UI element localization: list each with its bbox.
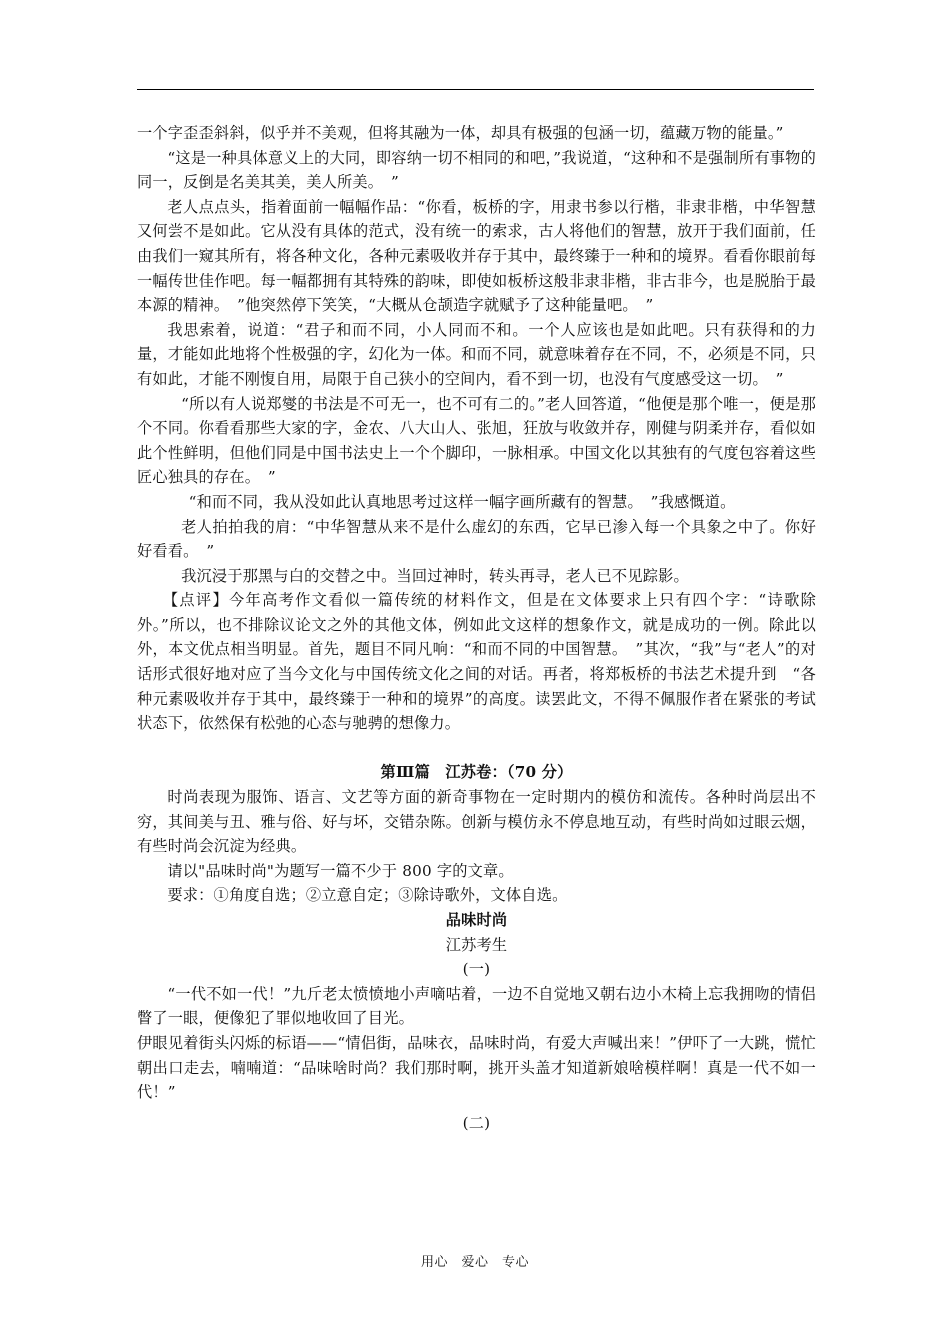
prompt-paragraph: 请以"品味时尚"为题写一篇不少于 800 字的文章。 <box>167 861 514 880</box>
essay-paragraph: 伊眼见着街头闪烁的标语——“情侣街，品味衣，品味时尚，有爱大声喊出来！”伊吓了一大跳，慌忙朝出口走去，喃喃道：“品味啥时尚？我们那时啊，挑开头盖才知道新娘啥模样啊！真是一代不如一代！” <box>137 1033 816 1102</box>
section-title: 第Ⅲ篇 江苏卷：（70 分） <box>380 763 573 782</box>
paragraph: “和而不同，我从没如此认真地思考过这样一幅字画所藏有的智慧。 ”我感慨道。 <box>188 492 736 511</box>
paragraph: 我思索着，说道：“君子和而不同，小人同而不和。一个人应该也是如此吧。只有获得和的力量，才能如此地将个性极强的字，幻化为一体。和而不同，就意味着存在不同，不，必须是不同，只有如此，才能不刚愎自用，局限于自己狭小的空间内，看不到一切，也没有气度感受这一切。 ” <box>137 320 816 388</box>
essay-title: 品味时尚 <box>445 911 508 929</box>
essay-paragraph: “一代不如一代！”九斤老太愤愤地小声嘀咕着，一边不自觉地又朝右边小木椅上忘我拥吻的情侣瞥了一眼，便像犯了罪似地收回了目光。 <box>137 984 816 1028</box>
paragraph: 我沉浸于那黑与白的交替之中。当回过神时，转头再寻，老人已不见踪影。 <box>181 566 689 585</box>
essay-author: 江苏考生 <box>445 935 508 954</box>
paragraph: 老人点点头，指着面前一幅幅作品：“你看，板桥的字，用隶书参以行楷，非隶非楷，中华智慧又何尝不是如此。它从没有具体的范式，没有统一的索求，古人将他们的智慧，放开于我们面前，任由我们一窥其所有，将各种文化，各种元素吸收并存于其中，最终臻于一种和的境界。看看你眼前每一幅传世佳作吧。每一幅都拥有其特殊的韵味，即使如板桥这般非隶非楷，非古非今，也是脱胎于最本源的精神。 ”他突然停下笑笑，“大概从仓颉造字就赋予了这种能量吧。 ” <box>137 197 816 315</box>
prompt-paragraph: 时尚表现为服饰、语言、文艺等方面的新奇事物在一定时期内的模仿和流传。各种时尚层出不穷，其间美与丑、雅与俗、好与坏，交错杂陈。创新与模仿永不停息地互动，有些时尚如过眼云烟，有些时尚会沉淀为经典。 <box>137 788 816 856</box>
paragraph: 老人拍拍我的肩：“中华智慧从来不是什么虚幻的东西，它早已渗入每一个具象之中了。你好好看看。 ” <box>137 517 816 561</box>
prompt-requirements: 要求：①角度自选；②立意自定；③除诗歌外，文体自选。 <box>167 886 568 905</box>
paragraph: 一个字歪歪斜斜，似乎并不美观，但将其融为一体，却具有极强的包涵一切，蕴藏万物的能量。” <box>137 124 784 142</box>
page-content <box>137 121 816 1135</box>
part-heading: (一) <box>462 960 491 979</box>
paragraph: “这是一种具体意义上的大同，即容纳一切不相同的和吧，”我说道，“这种和不是强制所有事物的同一，反倒是名美其美，美人所美。 ” <box>137 148 816 192</box>
page-footer: 用心 爱心 专心 <box>420 1255 529 1270</box>
spacer <box>137 736 816 761</box>
header-rule <box>137 89 814 90</box>
part-heading: (二) <box>462 1113 491 1132</box>
commentary-paragraph: 【点评】今年高考作文看似一篇传统的材料作文，但是在文体要求上只有四个字：“诗歌除外。”所以，也不排除议论文之外的其他文体，例如此文这样的想象作文，就是成功的一例。除此以外，本文优点相当明显。首先，题目不同凡响：“和而不同的中国智慧。 ”其次，“我”与“老人”的对话形式很好地对应了当今文化与中国传统文化之间的对话。再者，将郑板桥的书法艺术提升到 “各种元素吸收并存于其中，最终臻于一种和的境界”的高度。读罢此文，不得不佩服作者在紧张的考试状态下，依然保有松弛的心态与驰骋的想像力。 <box>137 591 816 733</box>
paragraph: “所以有人说郑燮的书法是不可无一，也不可有二的。”老人回答道，“他便是那个唯一，便是那个不同。你看看那些大家的字，金农、八大山人、张旭，狂放与收敛并存，刚健与阴柔并存，看似如此个性鲜明，但他们同是中国书法史上一个个脚印，一脉相承。中国文化以其独有的气度包容着这些匠心独具的存在。 ” <box>137 394 816 487</box>
